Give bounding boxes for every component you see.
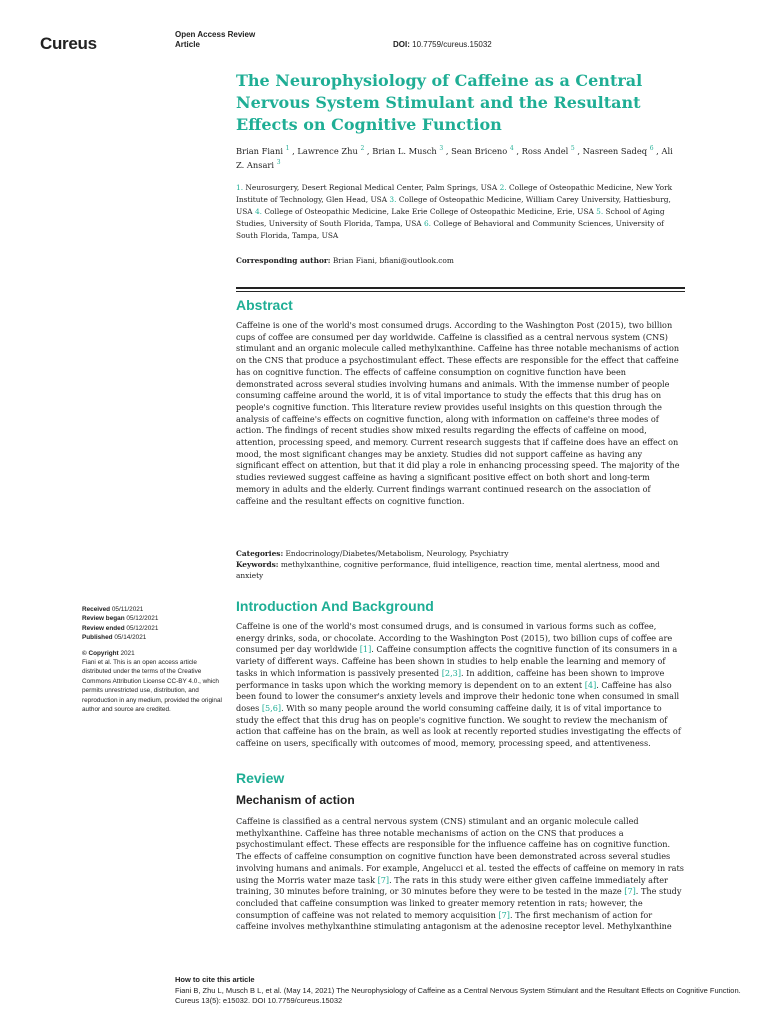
doi-label: DOI: — [393, 40, 410, 49]
categories-value: Endocrinology/Diabetes/Metabolism, Neurology, Psychiatry — [283, 549, 509, 558]
citation-link[interactable]: [2,3] — [441, 667, 461, 678]
affiliation-text: Neurosurgery, Desert Regional Medical Center, Palm Springs, USA — [243, 183, 500, 192]
citation-link[interactable]: [7] — [624, 886, 636, 897]
affiliation-text: College of Behavioral and Community Sciences, University of South Florida, Tampa, USA — [236, 219, 664, 240]
cite-text: Fiani B, Zhu L, Musch B L, et al. (May 14, 2021) The Neurophysiology of Caffeine as a Central Nervous System Stimulant and the Resultant Effects on Cognitive Function. Cureus 13(5): e15032. DOI 10.7759/cureus.15032 — [175, 985, 741, 1005]
author[interactable]: Brian L. Musch $^3$ — [372, 145, 444, 156]
divider-thin — [236, 291, 685, 292]
affiliation-number: 3. — [389, 195, 397, 204]
copyright-label: © Copyright — [82, 649, 119, 657]
citation-link[interactable]: [1] — [359, 644, 372, 655]
keywords-value: methylxanthine, cognitive performance, fluid intelligence, reaction time, mental alertness, mood and anxiety — [236, 560, 660, 580]
author[interactable]: Ali Z. Ansari $^3$ — [236, 145, 673, 170]
citation-link[interactable]: [5,6] — [261, 702, 282, 713]
citation-link[interactable]: [7] — [377, 874, 390, 885]
article-title: The Neurophysiology of Caffeine as a Central Nervous System Stimulant and the Resultant Effects on Cognitive Function — [236, 71, 643, 134]
author[interactable]: Ross Andel $^5$ — [521, 145, 575, 156]
cite-label: How to cite this article — [175, 975, 255, 984]
copyright-year: 2021 — [118, 649, 135, 657]
article-type-line-1: Open Access Review — [175, 30, 256, 39]
abstract-text: Caffeine is one of the world's most consumed drugs. According to the Washington Post (2015), two billion cups of coffee are consumed per day worldwide. Caffeine is classified as a central nervous system (CNS) stimulant and an organic molecule called methylxanthine. Caffeine has three notable mechanisms of action on the CNS that produce a psychostimulant effect. These effects are responsible for the effect that caffeine has on cognitive function. The effects of caffeine consumption on cognitive function have been demonstrated across several studies involving humans and animals. With the immense number of people consuming caffeine around the world, it is of vital importance to study the effects that this drug has on people's cognitive function. This literature review provides useful insights on this question through the analysis of caffeine's effects on cognitive function, along with information on caffeine's three modes of action. The findings of recent studies show mixed results regarding the effects of caffeine on mood, attention, processing speed, and memory. Current research suggests that if caffeine does have an effect on mood, the most significant changes may be anxiety. Studies did not support caffeine as having any significant effect on attention, but that it did play a role in enhancing processing speed. The majority of the studies reviewed suggest caffeine as having a significant positive effect on both short and long-term memory in adults and the elderly. Current findings warrant continued research on the association of caffeine and the resultant effects on cognitive function. — [236, 320, 680, 506]
author[interactable]: Lawrence Zhu $^2$ — [297, 145, 365, 156]
citation-footer — [175, 975, 745, 1007]
article-dates-sidebar — [82, 605, 222, 714]
received-date: 05/11/2021 — [110, 606, 144, 613]
divider-thick — [236, 287, 685, 289]
citation-link[interactable]: [4] — [584, 679, 597, 690]
introduction-heading: Introduction And Background — [236, 598, 434, 614]
citation-link[interactable]: [7] — [498, 909, 510, 920]
doi-link[interactable]: 10.7759/cureus.15032 — [412, 40, 492, 49]
abstract-heading: Abstract — [236, 297, 293, 313]
categories-label: Categories: — [236, 549, 284, 558]
corresponding-value[interactable]: Brian Fiani, bfiani@outlook.com — [330, 256, 454, 265]
received-label: Received — [82, 606, 111, 613]
article-type — [175, 30, 255, 50]
review-ended-date: 05/12/2021 — [124, 624, 159, 632]
affiliation-text: College of Osteopathic Medicine, Lake Erie College of Osteopathic Medicine, Erie, USA — [262, 207, 597, 216]
author[interactable]: Nasreen Sadeq $^6$ — [582, 145, 654, 156]
affiliation-number: 1. — [236, 183, 244, 192]
keywords-label: Keywords: — [236, 560, 279, 569]
affiliation-text: School of Aging Studies, University of South Florida, Tampa, USA — [236, 207, 665, 228]
mechanism-subheading: Mechanism of action — [236, 793, 355, 807]
affiliation-number: 4. — [254, 207, 263, 216]
categories-block — [236, 548, 676, 581]
license-text: Fiani et al. This is an open access article distributed under the terms of the Creative Commons Attribution License CC-BY 4.0., which permits unrestricted use, distribution, and reproduction in any medium, provided the original author and source are credited. — [82, 659, 222, 714]
affiliations — [236, 182, 681, 242]
cureus-logo[interactable]: Cureus — [40, 34, 97, 53]
affiliation-number: 6. — [423, 219, 432, 228]
corresponding-label: Corresponding author: — [236, 256, 331, 265]
author[interactable]: Brian Fiani $^1$ — [236, 145, 290, 156]
published-label: Published — [82, 634, 113, 642]
doi — [393, 40, 492, 50]
affiliation-number: 2. — [499, 183, 507, 192]
review-text: Caffeine is classified as a central nervous system (CNS) stimulant and an organic molecule called methylxanthine. Caffeine has three notable mechanisms of action on the CNS that produces a psychostimulant effect. These effects are responsible for the influence caffeine has on cognitive function. The effects of caffeine consumption on cognitive function have been demonstrated across several studies involving humans and animals. For example, Angelucci et al. tested the effects of caffeine on memory in rats using the Morris water maze task [7]. The rats in this study were either given caffeine immediately after training, 30 minutes before training, or 30 minutes before they were to be tested in the maze [7]. The study concluded that caffeine consumption was linked to greater memory retention in rats; however, the consumption of caffeine was not related to memory acquisition [7]. The first mechanism of action for caffeine involves methylxanthine stimulating antagonism at the adenosine receptor level. Methylxanthine — [236, 816, 684, 932]
review-began-date: 05/12/2021 — [124, 615, 159, 623]
affiliation-text: College of Osteopathic Medicine, William Carey University, Hattiesburg, USA — [236, 195, 671, 216]
corresponding-author — [236, 256, 676, 265]
published-date: 05/14/2021 — [112, 634, 147, 642]
review-ended-label: Review ended — [82, 624, 125, 632]
affiliation-text: College of Osteopathic Medicine, New York Institute of Technology, Glen Head, USA — [236, 183, 673, 204]
author[interactable]: Sean Briceno $^4$ — [451, 145, 514, 156]
article-type-line-2: Article — [175, 40, 200, 49]
review-heading: Review — [236, 770, 285, 786]
affiliation-number: 5. — [596, 207, 604, 216]
introduction-text: Caffeine is one of the world's most consumed drugs, and is consumed in various forms such as coffee, energy drinks, soda, or chocolate. According to the Washington Post (2015), two billion cups of coffee are consumed per day worldwide [1]. Caffeine consumption affects the cognitive function of its consumers in a variety of different ways. Caffeine has been shown in studies to help enable the learning and memory of tasks in which information is passively presented [2,3]. In addition, caffeine has been shown to improve performance in tasks upon which the working memory is dependent on to an extent [4]. Caffeine has also been found to lower the consumer's anxiety levels and improve their hedonic tone when consumed in small doses [5,6]. With so many people around the world consuming caffeine daily, it is of vital importance to study the effect that this drug has on people's cognitive function. We sought to review the mechanism of action that caffeine has on the brain, as well as look at recently reported studies investigating the effects of caffeine on users, specifically with outcomes of mood, memory, processing speed, and attentiveness. — [236, 621, 681, 749]
author-list: Brian Fiani $^1$ , Lawrence Zhu $^2$ , Brian L. Musch $^3$ , Sean Briceno $^4$ , Ross Andel $^5$ , Nasreen Sadeq $^6$ , Ali Z. Ansari $^3$ — [236, 145, 673, 170]
review-began-label: Review began — [82, 615, 125, 623]
